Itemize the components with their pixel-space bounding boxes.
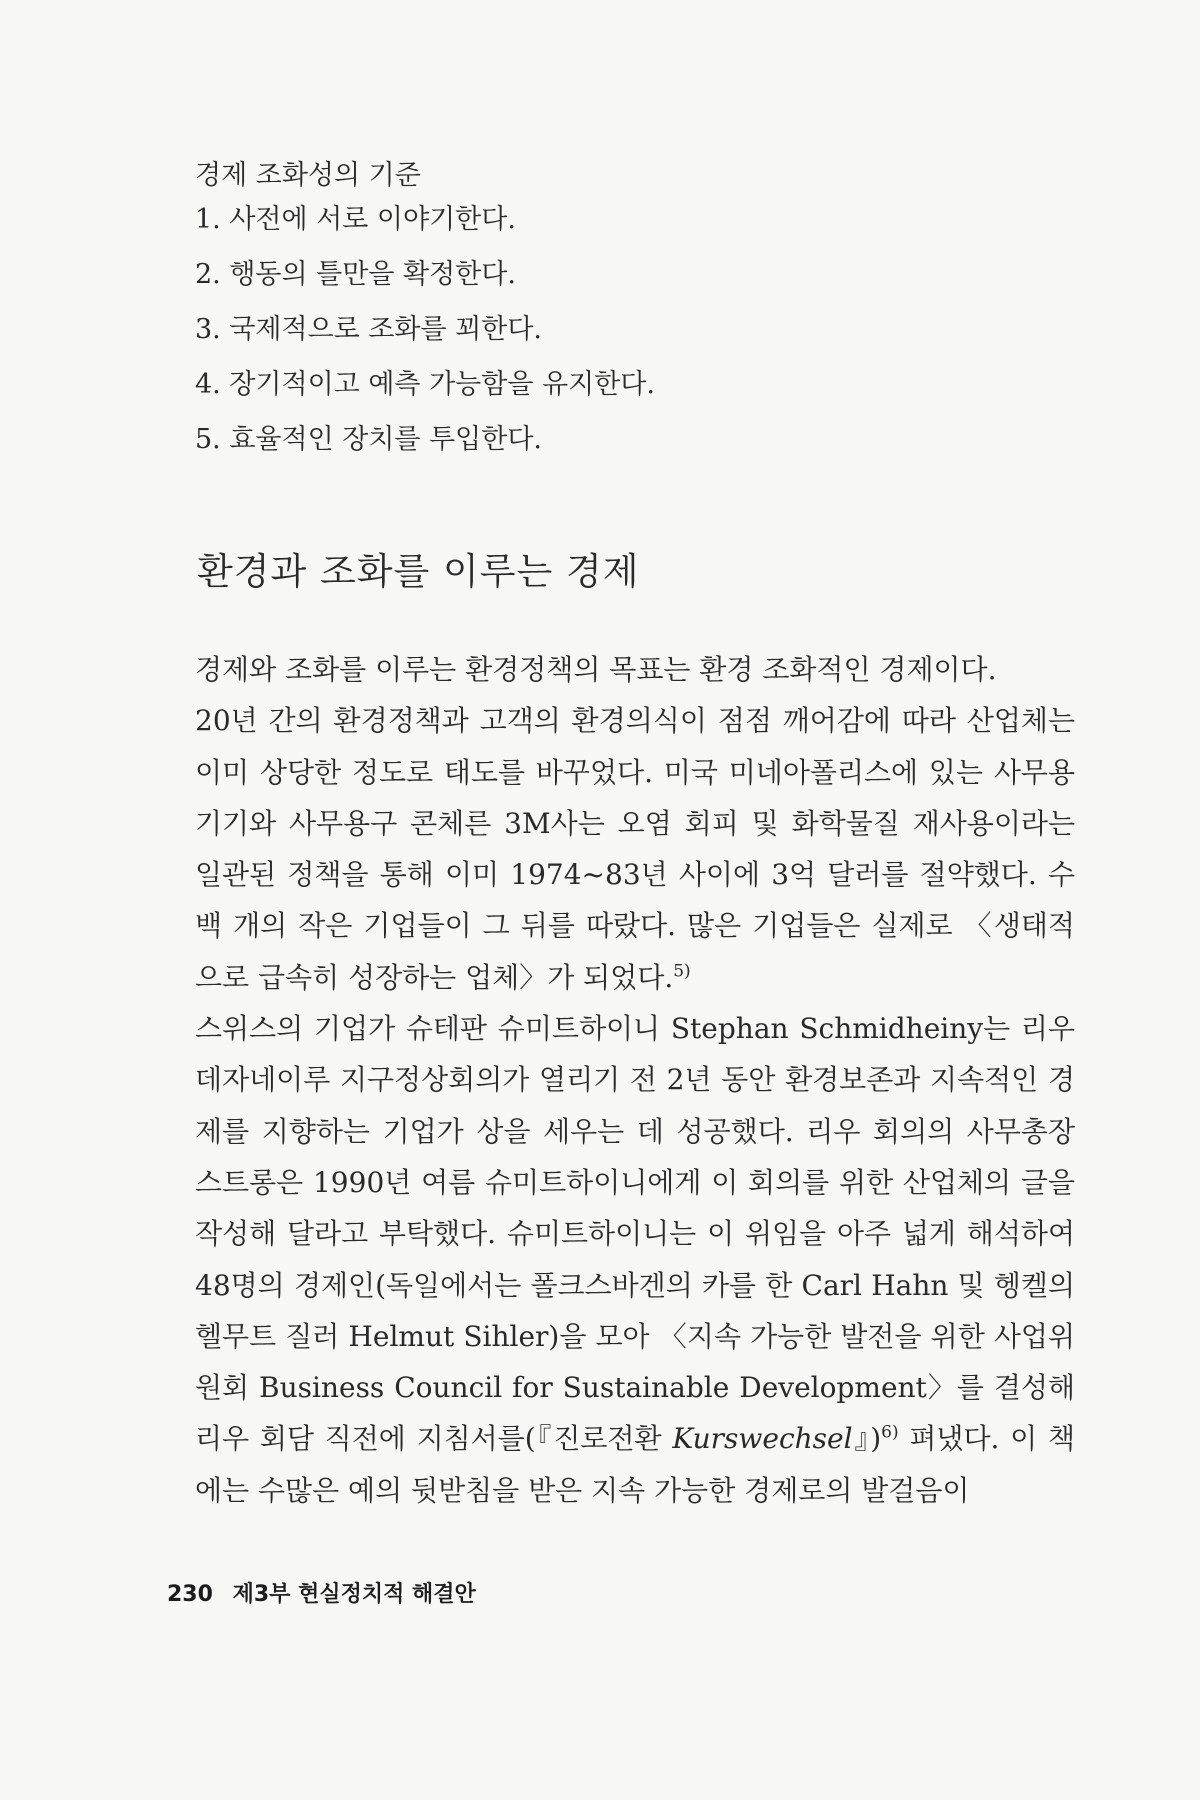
paragraph-3-text-b: 』) [852,1422,882,1456]
paragraph-2 [195,695,1075,1003]
page-footer [167,1577,476,1608]
criteria-item-2: 2. 행동의 틀만을 확정한다. [195,259,516,290]
criteria-item-3: 3. 국제적으로 조화를 꾀한다. [195,314,542,345]
criteria-item-4: 4. 장기적이고 예측 가능함을 유지한다. [195,369,655,400]
part-title: 제3부 현실정치적 해결안 [232,1582,476,1607]
body-text [195,644,1075,1516]
criteria-list [195,192,1075,467]
footnote-ref-6: 6) [881,1423,899,1444]
criteria-item-5: 5. 효율적인 장치를 투입한다. [195,424,542,455]
book-title-italic: Kurswechsel [672,1422,853,1456]
criteria-title: 경제 조화성의 기준 [195,160,421,191]
section-heading: 환경과 조화를 이루는 경제 [197,550,640,593]
paragraph-1-text: 경제와 조화를 이루는 환경정책의 목표는 환경 조화적인 경제이다. [195,653,997,686]
paragraph-3-text-a: 스위스의 기업가 슈테판 슈미트하이니 Stephan Schmidheiny는 리우데자네이루 지구정상회의가 열리기 전 2년 동안 환경보존과 지속적인 경제를 지향하는 기업가 상을 세우는 데 성공했다. 리우 회의의 사무총장 스트롱은 1990년 여름 슈미트하이니에게 이 회의를 위한 산업체의 글을 작성해 달라고 부탁했다. 슈미트하이니는 이 위임을 아주 넓게 해석하여 48명의 경제인(독일에서는 폴크스바겐의 카를 한 Carl Hahn 및 헹켈의 헬무트 질러 Helmut Sihler)을 모아 〈지속 가능한 발전을 위한 사업위원회 Business Council for Sustainable Development〉를 결성해 리우 회담 직전에 지침서를(『진로전환 [195,1012,1075,1456]
paragraph-3-text-c: 펴냈다. 이 책에는 수많은 예의 뒷받침을 받은 지속 가능한 경제로의 발걸음이 [195,1422,1075,1507]
criteria-item-1: 1. 사전에 서로 이야기한다. [195,204,516,235]
paragraph-3 [195,1003,1075,1516]
page-number: 230 [167,1582,213,1607]
paragraph-2-text: 20년 간의 환경정책과 고객의 환경의식이 점점 깨어감에 따라 산업체는 이미 상당한 정도로 태도를 바꾸었다. 미국 미네아폴리스에 있는 사무용 기기와 사무용구 콘체른 3M사는 오염 회피 및 화학물질 재사용이라는 일관된 정책을 통해 이미 1974~83년 사이에 3억 달러를 절약했다. 수백 개의 작은 기업들이 그 뒤를 따랐다. 많은 기업들은 실제로 〈생태적으로 급속히 성장하는 업체〉가 되었다. [195,704,1075,994]
paragraph-1 [195,644,1075,695]
footnote-ref-5: 5) [673,961,691,982]
